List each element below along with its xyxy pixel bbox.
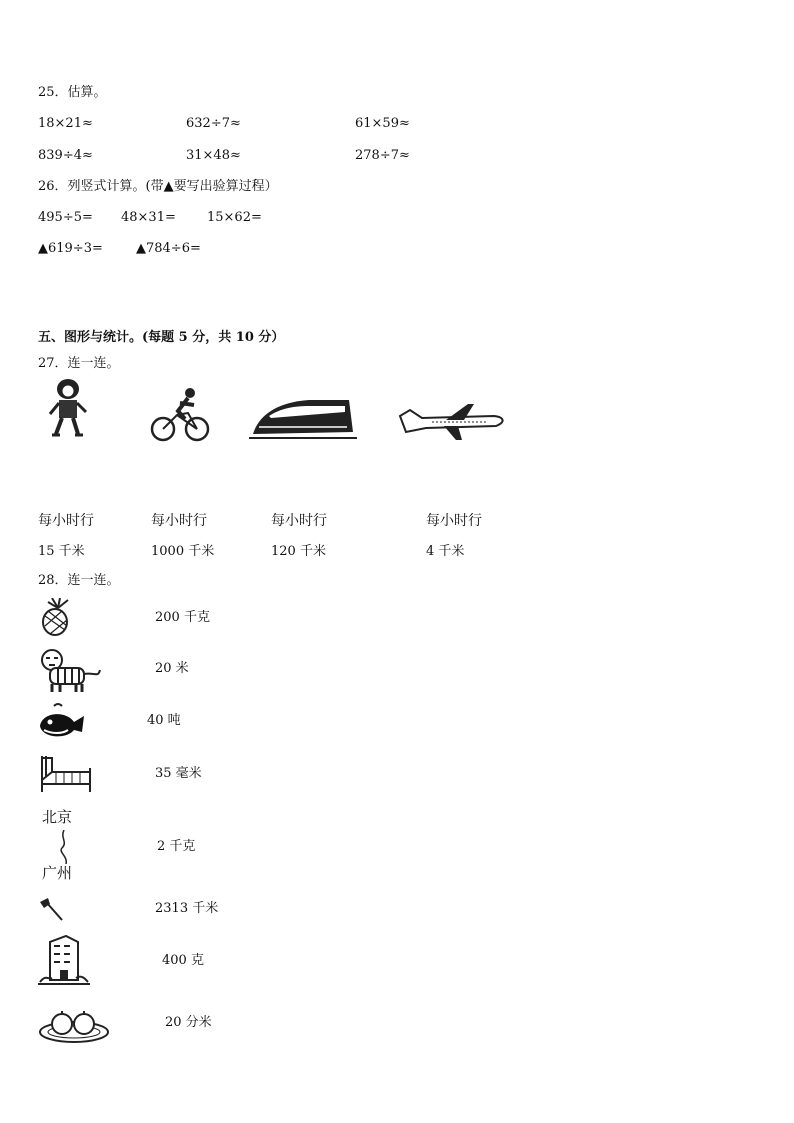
speed-label: 每小时行: [426, 513, 482, 529]
q28-title: 28．连一连。: [38, 573, 120, 588]
estimate-item: 18×21≈: [38, 116, 93, 131]
map-label-guangzhou: 广州: [42, 864, 73, 882]
pineapple-icon: [38, 598, 72, 636]
speed-label: 每小时行: [271, 513, 327, 529]
speed-label: 每小时行: [151, 513, 207, 529]
value-label: 35 毫米: [155, 766, 202, 781]
q25-title: 25．估算。: [38, 85, 107, 100]
whale-icon: [38, 702, 86, 740]
estimate-item: 31×48≈: [186, 148, 241, 163]
value-label: 2313 千米: [155, 901, 219, 916]
estimate-item: 632÷7≈: [186, 116, 241, 131]
speed-value: 4 千米: [426, 544, 465, 559]
estimate-item: 61×59≈: [355, 116, 410, 131]
airplane-icon: [396, 402, 508, 442]
tiger-icon: [38, 648, 102, 694]
value-label: 20 米: [155, 661, 189, 676]
value-label: 2 千克: [157, 839, 196, 854]
calc-item: ▲784÷6=: [136, 241, 201, 256]
calc-item: 495÷5=: [38, 210, 93, 225]
calc-item: 48×31=: [121, 210, 176, 225]
map-label-beijing: 北京: [42, 808, 73, 826]
q27-title: 27．连一连。: [38, 356, 120, 371]
calc-item: ▲619÷3=: [38, 241, 103, 256]
estimate-item: 278÷7≈: [355, 148, 410, 163]
thumbtack-icon: [38, 896, 66, 924]
estimate-item: 839÷4≈: [38, 148, 93, 163]
cyclist-icon: [150, 385, 210, 443]
value-label: 200 千克: [155, 610, 210, 625]
value-label: 400 克: [162, 953, 204, 968]
value-label: 20 分米: [165, 1015, 212, 1030]
q26-title: 26．列竖式计算。(带▲要写出验算过程）: [38, 179, 278, 194]
child-walking-icon: [46, 378, 90, 440]
value-label: 40 吨: [147, 713, 181, 728]
speed-value: 1000 千米: [151, 544, 215, 559]
building-icon: [38, 934, 90, 986]
beijing-guangzhou-map-icon: [42, 808, 92, 886]
speed-value: 15 千米: [38, 544, 85, 559]
fruit-plate-icon: [38, 1004, 110, 1044]
speed-label: 每小时行: [38, 513, 94, 529]
section-title: 五、图形与统计。(每题 5 分，共 10 分）: [38, 330, 285, 345]
speed-value: 120 千米: [271, 544, 326, 559]
high-speed-train-icon: [249, 394, 357, 442]
bed-icon: [38, 750, 94, 794]
calc-item: 15×62=: [207, 210, 262, 225]
